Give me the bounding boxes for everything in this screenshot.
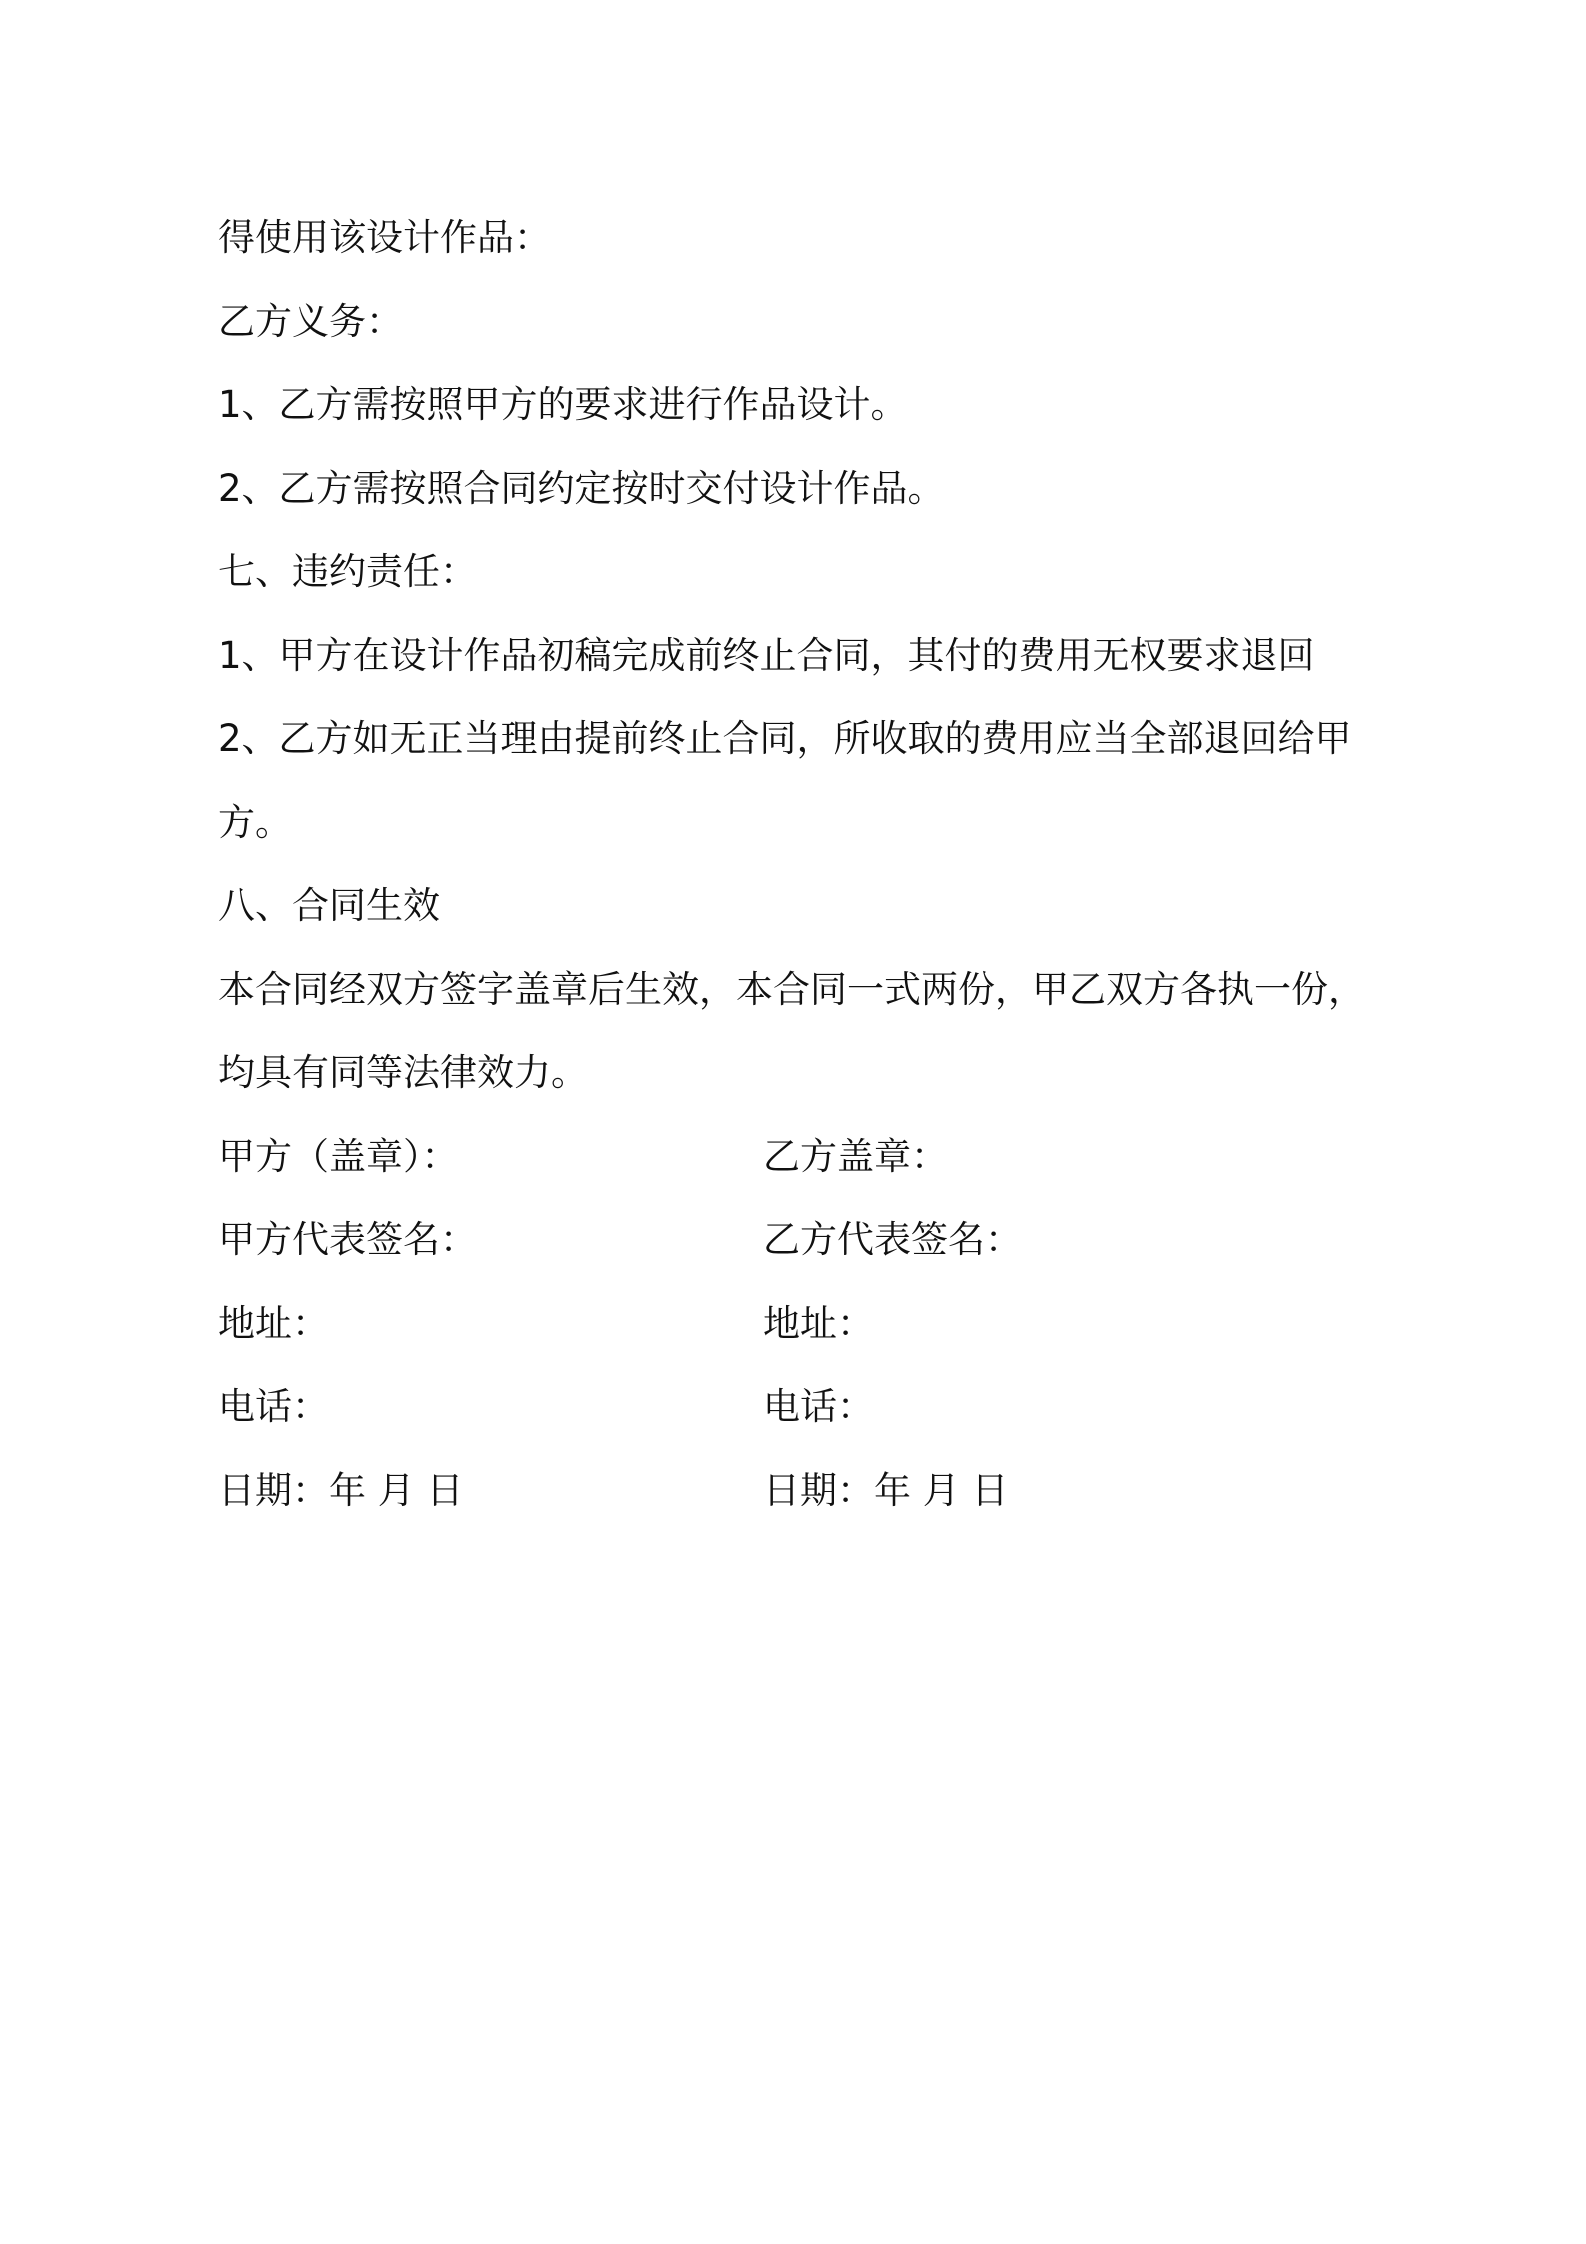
text-line: 1、乙方需按照甲方的要求进行作品设计。 (218, 383, 908, 426)
party-b-date-label: 日期：年 月 日 (763, 1468, 1009, 1512)
party-b-phone-label: 电话： (763, 1385, 874, 1428)
party-a-seal-label: 甲方（盖章）： (218, 1134, 459, 1178)
party-a-address-label: 地址： (218, 1301, 329, 1345)
document-body (218, 196, 1368, 1532)
text-line: 得使用该设计作品： (218, 216, 551, 259)
signature-row-seal (218, 1115, 1368, 1199)
signature-row-address (218, 1282, 1368, 1366)
signature-block (218, 1115, 1368, 1533)
party-b-address-label: 地址： (763, 1301, 874, 1345)
section-heading: 七、违约责任： (218, 550, 477, 593)
signature-row-date (218, 1449, 1368, 1533)
text-line: 2、乙方如无正当理由提前终止合同，所收取的费用应当全部退回给甲 (218, 717, 1352, 760)
party-a-representative-label: 甲方代表签名： (218, 1218, 477, 1261)
text-line: 2、乙方需按照合同约定按时交付设计作品。 (218, 466, 945, 510)
section-heading: 乙方义务： (218, 299, 403, 343)
text-line: 均具有同等法律效力。 (218, 1051, 588, 1094)
text-line: 1、甲方在设计作品初稿完成前终止合同，其付的费用无权要求退回 (218, 633, 1315, 677)
party-a-date-label: 日期：年 月 日 (218, 1468, 464, 1512)
party-a-phone-label: 电话： (218, 1385, 329, 1428)
section-heading: 八、合同生效 (218, 884, 440, 927)
signature-row-phone (218, 1365, 1368, 1449)
signature-row-representative (218, 1198, 1368, 1282)
text-line: 本合同经双方签字盖章后生效，本合同一式两份，甲乙双方各执一份， (218, 967, 1365, 1011)
party-b-representative-label: 乙方代表签名： (763, 1218, 1022, 1261)
party-b-seal-label: 乙方盖章： (763, 1134, 948, 1178)
text-line: 方。 (218, 800, 292, 844)
